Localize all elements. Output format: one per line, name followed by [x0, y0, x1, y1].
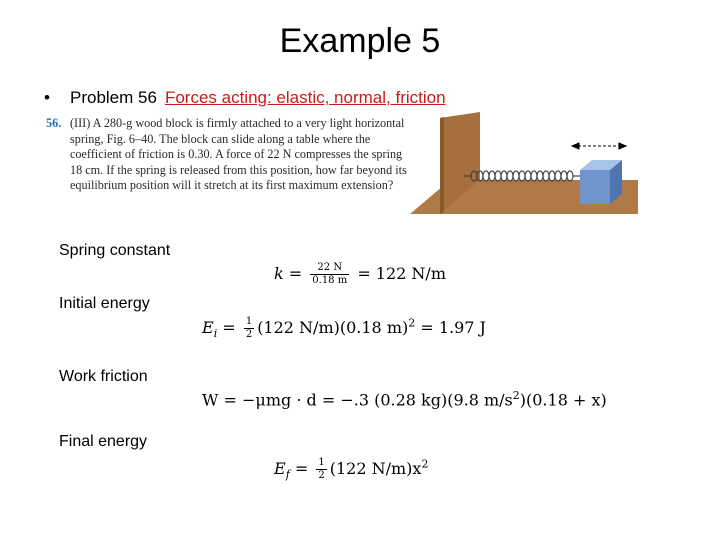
problem-label: Problem 56: [70, 88, 157, 107]
displacement-arrow: [572, 143, 626, 149]
half-fraction-final: $\frac{1}{2}$: [318, 457, 325, 481]
work-friction-equation: W = −μmg · d = −.3 (0.28 kg)(9.8 $m/s^2)(0.18 + x)$: [202, 389, 607, 410]
initial-energy-equation: $E_i$ = $\frac{1}{2}$ (122 N/m)(0.18 m)$^2$ = 1.97 J: [202, 316, 486, 341]
bullet-marker: •: [44, 88, 50, 107]
spring-constant-result: = 122 N/m: [357, 264, 446, 283]
initial-energy-label: Initial energy: [59, 295, 150, 312]
half-fraction: $\frac{1}{2}$: [245, 316, 253, 340]
k-lhs: k =: [274, 264, 303, 283]
work-friction-label: Work friction: [59, 368, 148, 385]
slide-title: Example 5: [279, 22, 441, 60]
wood-block: [580, 160, 622, 204]
spring-constant-fraction: $\frac{22 N}{0.18 m}$: [312, 262, 348, 286]
spring: [464, 171, 580, 181]
bullet-problem-line: [44, 88, 446, 108]
spring-constant-equation: [274, 262, 446, 287]
topic-link: Forces acting: elastic, normal, friction: [164, 88, 446, 107]
final-energy-equation: $E_f$ = $\frac{1}{2}$ (122 $N/m)x^2$: [274, 457, 429, 482]
problem-text: (III) A 280-g wood block is firmly attached to a very light horizontal spring, Fig. 6–40. The block can slide along a table where the coefficient of friction is 0.30. A force of 22 N compresses the spring 18 cm. If the spring is released from this position, how far beyond its equilibrium position will it stretch at its first maximum extension?: [70, 116, 407, 193]
spring-block-figure: [402, 112, 642, 218]
final-energy-label: Final energy: [59, 433, 148, 450]
problem-statement: [48, 116, 410, 194]
spring-constant-label: Spring constant: [59, 242, 171, 259]
initial-energy-result: = 1.97 J: [415, 318, 486, 337]
problem-number: 56.: [46, 116, 62, 130]
